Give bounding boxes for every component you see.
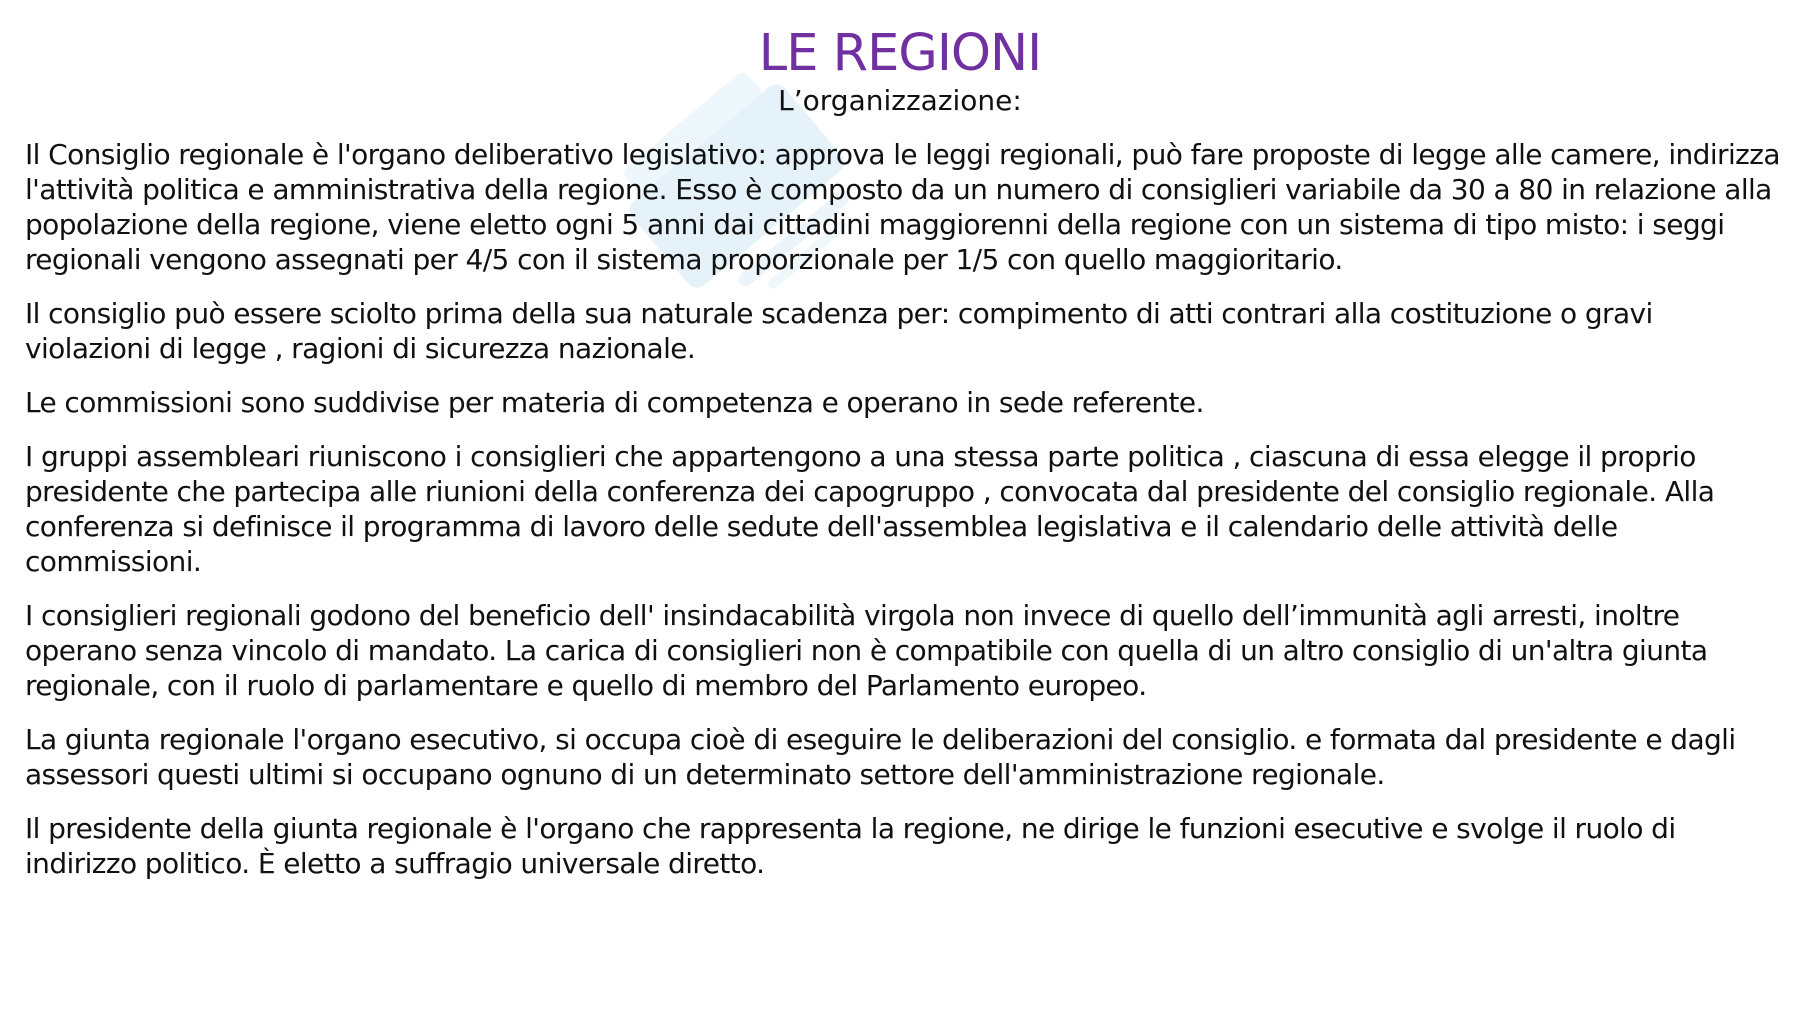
paragraph-scioglimento: Il consiglio può essere sciolto prima della sua naturale scadenza per: compimento di atti contrari alla costituzione o gravi violazioni di legge , ragioni di sicurezza nazionale. xyxy=(25,297,1653,365)
paragraph-gruppi-assembleari: I gruppi assembleari riuniscono i consiglieri che appartengono a una stessa parte politica , ciascuna di essa elegge il proprio presidente che partecipa alle riunioni della conferenza dei capogruppo , convocata dal presidente del consiglio regionale. Alla conferenza si definisce il programma di lavoro delle sedute dell'assemblea legislativa e il calendario delle attività delle commissioni. xyxy=(25,440,1715,578)
paragraph-consiglieri: I consiglieri regionali godono del beneficio dell' insindacabilità virgola non invece di quello dell’immunità agli arresti, inoltre operano senza vincolo di mandato. La carica di consiglieri non è compatibile con quella di un altro consiglio di un'altra giunta regionale, con il ruolo di parlamentare e quello di membro del Parlamento europeo. xyxy=(25,599,1708,702)
paragraph-consiglio-regionale: Il Consiglio regionale è l'organo deliberativo legislativo: approva le leggi regionali, può fare proposte di legge alle camere, indirizza l'attività politica e amministrativa della regione. Esso è composto da un numero di consiglieri variabile da 30 a 80 in relazione alla popolazione della regione, viene eletto ogni 5 anni dai cittadini maggiorenni della regione con un sistema di tipo misto: i seggi regionali vengono assegnati per 4/5 con il sistema proporzionale per 1/5 con quello maggioritario. xyxy=(25,138,1780,276)
slide-subtitle: L’organizzazione: xyxy=(778,84,1022,117)
paragraph-presidente: Il presidente della giunta regionale è l'organo che rappresenta la regione, ne dirige le funzioni esecutive e svolge il ruolo di indirizzo politico. È eletto a suffragio universale diretto. xyxy=(25,812,1676,880)
slide-title: LE REGIONI xyxy=(758,24,1042,83)
paragraph-giunta: La giunta regionale l'organo esecutivo, si occupa cioè di eseguire le deliberazioni del consiglio. e formata dal presidente e dagli assessori questi ultimi si occupano ognuno di un determinato settore dell'amministrazione regionale. xyxy=(25,723,1736,791)
slide-body xyxy=(25,137,1785,900)
paragraph-commissioni: Le commissioni sono suddivise per materia di competenza e operano in sede referente. xyxy=(25,386,1204,419)
